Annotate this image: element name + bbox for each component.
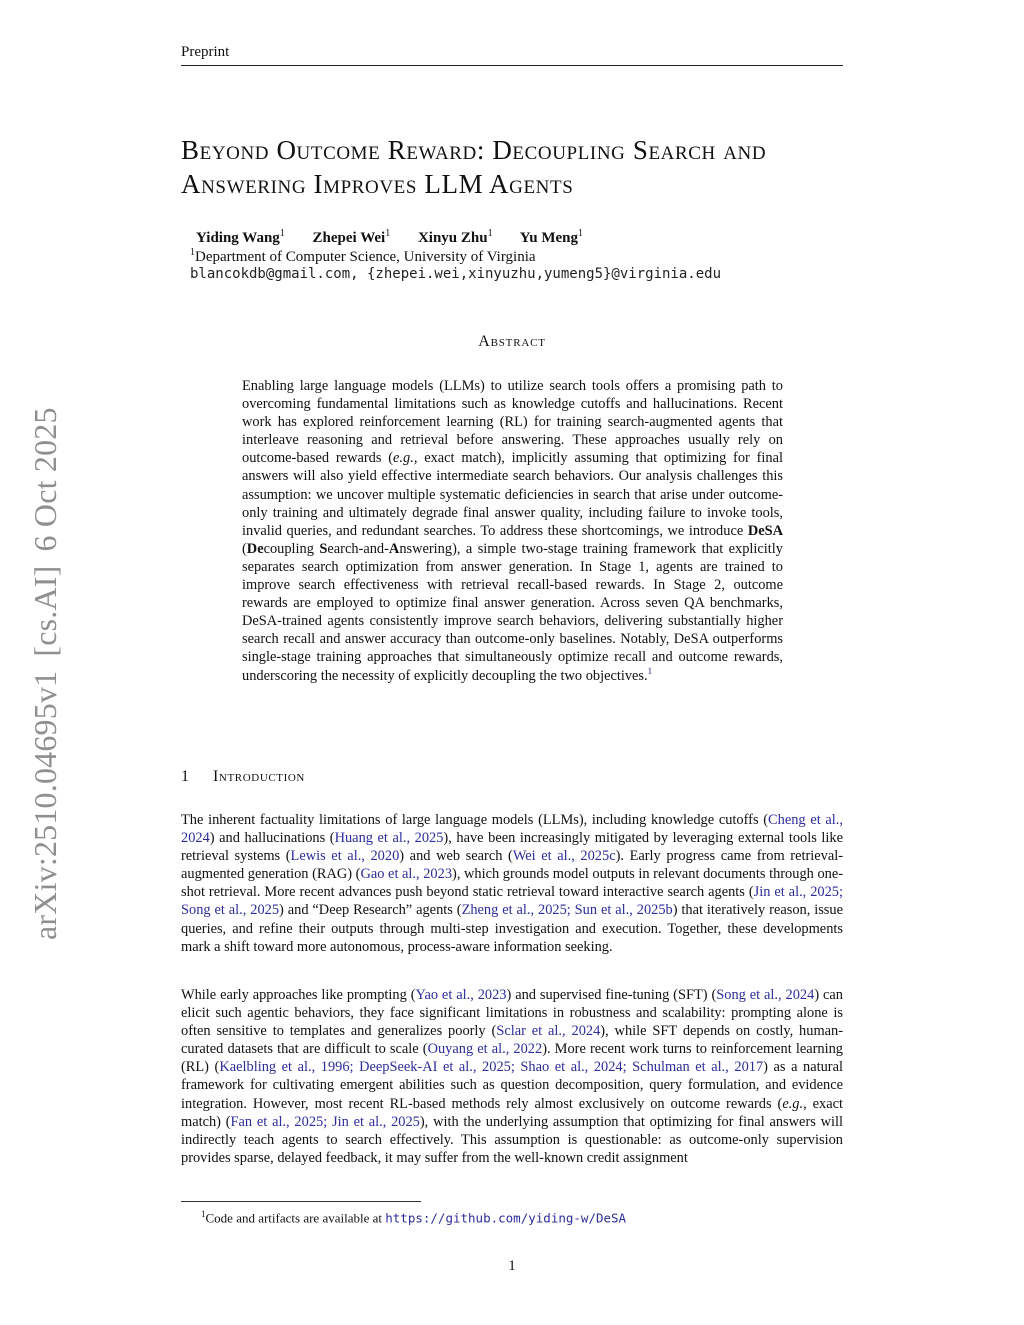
arxiv-id: arXiv:2510.04695v1	[27, 670, 63, 940]
abstract-eg: e.g.	[393, 450, 414, 467]
intro-paragraph	[181, 811, 843, 956]
body-text: ) and web search (	[399, 848, 513, 865]
author-name: Yu Meng	[519, 230, 578, 246]
citation-link[interactable]: Lewis et al., 2020	[290, 848, 400, 865]
citation-link[interactable]: Kaelbling et al., 1996; DeepSeek-AI et al., 2025; Shao et al., 2024; Schulman et al., 2017	[219, 1059, 764, 1076]
footnote-mark: 1	[201, 1209, 206, 1219]
footnote	[201, 1209, 626, 1226]
body-text: ), with the underlying assumption that optimizing for final answers will indirectly teach agents to search effectively. This assumption is questionable: as outcome-only supervision provides sparse, delayed feedback, it may suffer from the well-known credit assignment	[181, 1113, 844, 1166]
citation-link[interactable]: Zheng et al., 2025; Sun et al., 2025b	[461, 902, 673, 919]
body-text: ). Early progress came from retrieval-augmented generation (RAG) (	[181, 848, 844, 883]
citation-link[interactable]: Ouyang et al., 2022	[427, 1041, 543, 1058]
abstract-text: earch-and-	[327, 540, 389, 557]
footnote-text: Code and artifacts are available at	[205, 1210, 386, 1226]
author	[196, 230, 285, 246]
citation-link[interactable]: Wei et al., 2025c	[512, 848, 616, 865]
body-text: ) can elicit such agentic behaviors, they face significant limitations in robustness and scalability: prompting alone is often sensitive to templates and generalizes poorly (	[181, 987, 843, 1040]
citation-link[interactable]: Song et al., 2024	[716, 987, 815, 1003]
acronym-letter: S	[319, 540, 328, 557]
affiliation-text: Department of Computer Science, University of Virginia	[195, 249, 536, 265]
running-header: Preprint	[181, 44, 230, 60]
body-text: ) that iteratively reason, issue queries, and refine their outputs through multi-step investigation and execution. Together, these developments mark a shift toward more autonomous, process-aware information seeking.	[181, 902, 843, 955]
section-number: 1	[181, 768, 190, 785]
arxiv-category: [cs.AI]	[27, 565, 63, 657]
body-text: ) and hallucinations (	[209, 830, 335, 847]
arxiv-stamp	[27, 407, 64, 940]
body-text: ) and “Deep Research” agents (	[279, 902, 462, 919]
page-number: 1	[508, 1258, 516, 1274]
author	[418, 230, 493, 246]
body-text: While early approaches like prompting (	[181, 987, 416, 1003]
abstract-text: , exact match), implicitly assuming that optimizing for final answers will also yield effective intermediate search behaviors. Our analysis challenges this assumption: we uncover multiple systematic deficiencies in search that arise under outcome-only training and ultimately degrade final answer quality, including failure to invoke tools, invalid queries, and redundant searches. To address these shortcomings, we introduce	[242, 450, 783, 539]
citation-link[interactable]: Cheng et al., 2024	[181, 812, 843, 847]
citation-link[interactable]: Sclar et al., 2024	[496, 1023, 601, 1040]
method-name: DeSA	[747, 522, 783, 539]
author-name: Xinyu Zhu	[417, 230, 488, 246]
body-text: The inherent factuality limitations of large language models (LLMs), including knowledge cutoffs (	[181, 812, 769, 828]
author-emails: blancokdb@gmail.com, {zhepei.wei,xinyuzhu,yumeng5}@virginia.edu	[190, 266, 722, 282]
author-list	[196, 228, 607, 247]
section-heading	[181, 768, 305, 786]
abstract-text: nswering	[399, 540, 453, 557]
intro-paragraph	[181, 986, 843, 1167]
abstract-text: coupling	[263, 540, 320, 557]
abstract-text: (	[242, 540, 247, 557]
arxiv-date: 6 Oct 2025	[27, 407, 63, 552]
footnote-rule	[181, 1201, 421, 1202]
body-eg: e.g.	[782, 1095, 804, 1112]
abstract-text: Enabling large language models (LLMs) to utilize search tools offers a promising path to overcoming fundamental limitations such as knowledge cutoffs and hallucinations. Recent work has explored reinforcement learning (RL) for training search-augmented agents that interleave reasoning and retrieval before answering. These approaches usually rely on outcome-based rewards (	[242, 378, 783, 467]
body-text: , exact match) (	[181, 1095, 843, 1130]
abstract-body	[242, 377, 783, 685]
body-text: ) as a natural framework for cultivating emergent abilities such as question decomposition, query formulation, and evidence integration. However, most recent RL-based methods rely almost exclusively on outcome rewards (	[181, 1059, 843, 1112]
footnote-link[interactable]: 1	[647, 665, 653, 676]
body-text: ), which grounds model outputs in relevant documents through one-shot retrieval. More recent advances push beyond static retrieval toward interactive search agents (	[181, 866, 844, 901]
citation-link[interactable]: Huang et al., 2025	[334, 830, 444, 847]
author-affil-mark: 1	[279, 228, 285, 239]
repo-link[interactable]: https://github.com/yiding-w/DeSA	[385, 1210, 627, 1226]
citation-link[interactable]: Fan et al., 2025; Jin et al., 2025	[230, 1113, 420, 1130]
author-name: Zhepei Wei	[312, 230, 386, 246]
acronym-letter: De	[246, 540, 264, 557]
author-name: Yiding Wang	[196, 230, 280, 246]
header-rule	[181, 65, 843, 66]
abstract-heading: Abstract	[478, 333, 546, 350]
author-affil-mark: 1	[487, 228, 493, 239]
affiliation	[190, 247, 536, 266]
body-text: ) and supervised fine-tuning (SFT) (	[506, 987, 717, 1003]
author-affil-mark: 1	[578, 228, 583, 239]
citation-link[interactable]: Yao et al., 2023	[415, 987, 507, 1003]
acronym-letter: A	[388, 540, 400, 557]
citation-link[interactable]: Jin et al., 2025; Song et al., 2025	[181, 884, 843, 919]
affiliation-mark: 1	[190, 247, 195, 258]
paper-title: Beyond Outcome Reward: Decoupling Search and Answering Improves LLM Agents	[181, 135, 767, 199]
body-text: ), while SFT depends on costly, human-curated datasets that are difficult to scale (	[181, 1023, 844, 1058]
author-affil-mark: 1	[385, 228, 391, 239]
author	[520, 230, 583, 246]
abstract-text: ), a simple two-stage training framework that explicitly separates search optimization from answer generation. In Stage 1, agents are trained to improve search effectiveness with retrieval recall-based rewards. In Stage 2, outcome rewards are employed to optimize final answer generation. Across seven QA benchmarks, DeSA-trained agents consistently improve search behaviors, delivering substantially higher search recall and answer accuracy than outcome-only baselines. Notably, DeSA outperforms single-stage training approaches that simultaneously optimize recall and outcome rewards, underscoring the necessity of explicitly decoupling the two objectives.	[242, 540, 783, 684]
section-title: Introduction	[213, 768, 305, 785]
body-text: ), have been increasingly mitigated by leveraging external tools like retrieval systems (	[181, 830, 843, 865]
citation-link[interactable]: Gao et al., 2023	[360, 866, 453, 883]
author	[313, 230, 391, 246]
body-text: ). More recent work turns to reinforcement learning (RL) (	[181, 1041, 843, 1076]
